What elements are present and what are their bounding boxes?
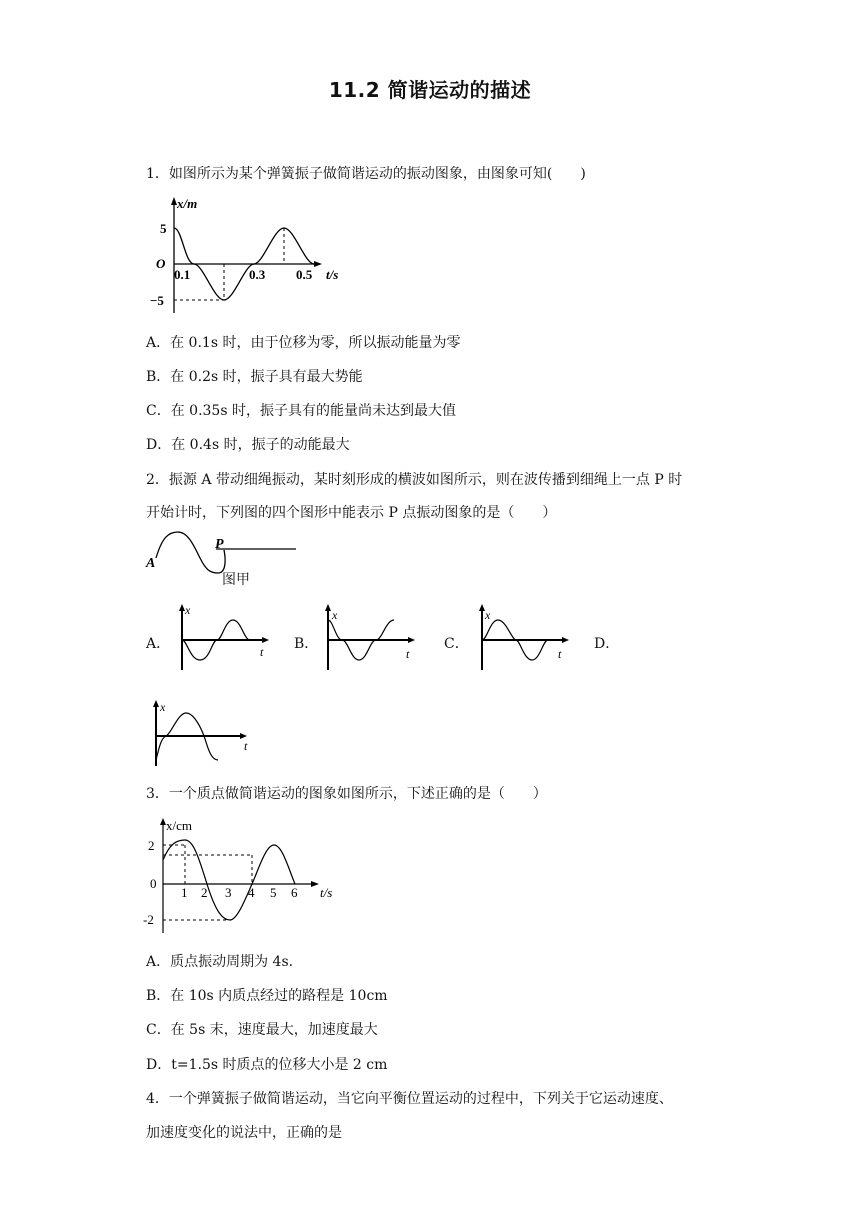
q3-tick-x-1: 1: [181, 885, 188, 900]
q2-label-a: A: [146, 556, 156, 571]
document-title: 11.2 简谐运动的描述: [328, 78, 532, 102]
q3-tick-y-neg: -2: [143, 912, 154, 927]
q1-option-d: D．在 0.4s 时，振子的动能最大: [146, 437, 350, 453]
q1-tick-x-2: 0.3: [249, 267, 266, 282]
q1-stem: 1．如图所示为某个弹簧振子做简谐运动的振动图象，由图象可知( ): [146, 166, 586, 182]
q1-option-b: B．在 0.2s 时，振子具有最大势能: [146, 369, 363, 385]
q3-tick-x-6: 6: [291, 885, 298, 900]
q2-option-d-axis-x: x: [160, 700, 166, 714]
q3-y-axis-label: x/cm: [166, 818, 192, 833]
q3-tick-x-4: 4: [248, 885, 255, 900]
q2-option-c-label: C．: [444, 636, 469, 652]
q3-option-c: C．在 5s 末，速度最大，加速度最大: [146, 1022, 378, 1038]
q3-stem: 3．一个质点做简谐运动的图象如图所示，下述正确的是（ ）: [146, 786, 547, 802]
q3-option-b: B．在 10s 内质点经过的路程是 10cm: [146, 988, 388, 1004]
q1-tick-x-1: 0.1: [174, 267, 191, 282]
q2-option-c-axis-t: t: [558, 647, 562, 661]
q2-option-c-graph: [470, 602, 580, 672]
q2-option-b-axis-x: x: [332, 608, 338, 622]
q1-option-c: C．在 0.35s 时，振子具有的能量尚未达到最大值: [146, 403, 456, 419]
q1-y-axis-label: x/m: [177, 196, 198, 211]
q4-stem-line2: 加速度变化的说法中，正确的是: [146, 1125, 342, 1141]
q1-x-axis-label: t/s: [326, 267, 339, 282]
q2-option-c-axis-x: x: [485, 608, 491, 622]
q4-stem-line1: 4．一个弹簧振子做简谐运动，当它向平衡位置运动的过程中，下列关于它运动速度、: [146, 1091, 673, 1107]
q1-origin-label: O: [156, 256, 166, 271]
q2-stem-line1: 2．振源 A 带动细绳振动，某时刻形成的横波如图所示，则在波传播到细绳上一点 P 时: [146, 472, 683, 488]
q1-graph: [146, 195, 346, 315]
q3-tick-x-2: 2: [201, 885, 208, 900]
q3-tick-y-pos: 2: [148, 838, 155, 853]
q1-tick-y-pos: 5: [160, 221, 167, 236]
q2-figure-caption: 图甲: [222, 572, 250, 588]
q3-tick-x-5: 5: [270, 885, 277, 900]
q2-option-b-label: B．: [294, 636, 319, 652]
q1-tick-x-3: 0.5: [296, 267, 313, 282]
q2-option-a-label: A．: [146, 636, 171, 652]
q3-tick-y-zero: 0: [150, 876, 157, 891]
q3-x-axis-label: t/s: [320, 885, 333, 900]
q3-option-a: A．质点振动周期为 4s.: [146, 954, 294, 970]
q3-graph: [140, 815, 350, 935]
q2-option-a-axis-x: x: [185, 603, 191, 617]
q2-label-p: P: [215, 537, 224, 552]
q2-option-a-graph: [170, 602, 280, 672]
q2-stem-line2: 开始计时，下列图的四个图形中能表示 P 点振动图象的是（ ）: [146, 505, 557, 521]
q2-option-b-axis-t: t: [406, 647, 410, 661]
q2-option-d-graph: [146, 698, 256, 768]
q2-option-d-label: D．: [594, 636, 620, 652]
q3-tick-x-3: 3: [225, 885, 232, 900]
q1-option-a: A．在 0.1s 时，由于位移为零，所以振动能量为零: [146, 335, 461, 351]
q1-tick-y-neg: −5: [150, 293, 164, 308]
q3-option-d: D．t=1.5s 时质点的位移大小是 2 cm: [146, 1057, 388, 1073]
q2-option-d-axis-t: t: [244, 739, 248, 753]
q2-option-b-graph: [316, 602, 426, 672]
q2-option-a-axis-t: t: [260, 645, 264, 659]
